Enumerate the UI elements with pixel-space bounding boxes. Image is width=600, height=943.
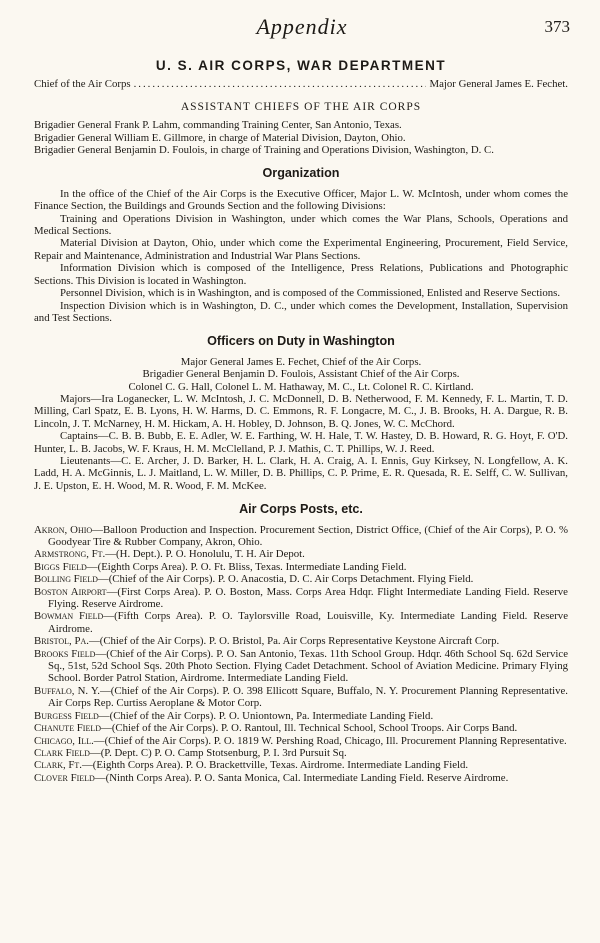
post-details: —(H. Dept.). P. O. Honolulu, T. H. Air Depot. — [105, 548, 305, 561]
organization-paragraph: Information Division which is composed of the Intelligence, Press Relations, Publications and Photographic Sections. This Division is located in Washington. — [34, 262, 568, 287]
assistant-entry: Brigadier General Frank P. Lahm, commanding Training Center, San Antonio, Texas. — [34, 119, 402, 132]
post-entry — [34, 610, 568, 635]
post-details: —(Chief of the Air Corps). P. O. 1819 W. Pershing Road, Chicago, Ill. Procurement Planning Representative. — [93, 734, 567, 747]
officers-heading: Officers on Duty in Washington — [207, 334, 395, 349]
assistants-list — [34, 119, 568, 156]
post-name: Burgess Field — [34, 709, 99, 722]
dot-leader — [134, 78, 427, 90]
post-name: Bolling Field — [34, 573, 98, 586]
post-name: Akron, Ohio — [34, 523, 93, 536]
post-name: Brooks Field — [34, 647, 96, 660]
post-entry — [34, 524, 568, 549]
post-name: Bowman Field — [34, 610, 104, 623]
captains-list: Captains—C. B. B. Bubb, E. E. Adler, W. E. Farthing, W. H. Hale, T. W. Hastey, D. B. Howard, R. G. Hoyt, F. O'D. Hunter, L. B. Jacobs, W. F. Kraus, H. M. McClelland, P. J. Mathis, C. T. Phillips, W. J. Reed. — [34, 430, 568, 455]
post-entry — [34, 722, 568, 734]
post-entry — [34, 772, 568, 784]
organization-paragraph: In the office of the Chief of the Air Corps is the Executive Officer, Major L. W. McIntosh, under whom comes the Finance Section, the Buildings and Grounds Section and the following Divisions: — [34, 187, 568, 213]
post-name: Clover Field — [34, 771, 95, 784]
running-title: Appendix — [256, 14, 348, 39]
posts-list — [34, 524, 568, 785]
chief-line — [34, 78, 568, 90]
post-details: —(Chief of the Air Corps). P. O. San Antonio, Texas. 11th School Group. Hdqr. 46th School Sq. 62d Service Sq., 51st, 52d School Sqs. 20th Photo Section. Flying Cadet Detachment. School of Aviation Medicine. Primary Flying School. Border Patrol Station, Airdrome. Intermediate Landing Field. — [48, 647, 568, 685]
assistant-entry: Brigadier General William E. Gillmore, in charge of Material Division, Dayton, Ohio. — [34, 131, 406, 144]
post-details: —(P. Dept. C) P. O. Camp Stotsenburg, P. I. 3rd Pursuit Sq. — [89, 746, 347, 759]
post-name: Clark Field — [34, 746, 90, 759]
officers-section — [34, 356, 568, 492]
officer-line: Major General James E. Fechet, Chief of the Air Corps. — [180, 355, 422, 368]
post-name: Chanute Field — [34, 722, 102, 735]
organization-paragraph: Material Division at Dayton, Ohio, under which come the Experimental Engineering, Procurement, Field Service, Repair and Maintenance, Administration and Industrial War Plans Sections. — [34, 237, 568, 262]
chief-name: Major General James E. Fechet. — [429, 78, 568, 91]
post-entry — [34, 648, 568, 685]
page-number: 373 — [544, 17, 570, 36]
post-name: Biggs Field — [34, 560, 87, 573]
post-name: Boston Airport — [34, 585, 107, 598]
page-body — [34, 60, 568, 784]
running-head — [34, 14, 570, 44]
organization-paragraph: Training and Operations Division in Washington, under which comes the War Plans, Schools, Operations and Medical Sections. — [34, 212, 568, 238]
post-entry — [34, 586, 568, 611]
post-details: —(Chief of the Air Corps). P. O. Bristol, Pa. Air Corps Representative Keystone Aircraft Corp. — [88, 635, 500, 648]
post-details: —(Chief of the Air Corps). P. O. Anacostia, D. C. Air Corps Detachment. Flying Field. — [97, 573, 474, 586]
post-entry — [34, 710, 568, 722]
organization-paragraph: Inspection Division which is in Washington, D. C., under which comes the Development, Installation, Supervision and Test Sections. — [34, 299, 568, 324]
post-entry — [34, 759, 568, 771]
post-details: —(Eighth Corps Area). P. O. Ft. Bliss, Texas. Intermediate Landing Field. — [86, 560, 407, 573]
organization-section — [34, 188, 568, 324]
post-details: —Balloon Production and Inspection. Procurement Section, District Office, (Chief of the Air Corps), P. O. % Goodyear Tire & Rubber Company, Akron, Ohio. — [48, 523, 568, 548]
post-details: —(Chief of the Air Corps). P. O. Uniontown, Pa. Intermediate Landing Field. — [98, 709, 434, 722]
post-entry — [34, 561, 568, 573]
post-name: Chicago, Ill. — [34, 734, 94, 747]
post-details: —(Ninth Corps Area). P. O. Santa Monica, Cal. Intermediate Landing Field. Reserve Airdrome. — [94, 771, 509, 784]
officer-line: Brigadier General Benjamin D. Foulois, Assistant Chief of the Air Corps. — [142, 368, 460, 381]
assistants-heading: ASSISTANT CHIEFS OF THE AIR CORPS — [180, 100, 422, 113]
post-details: —(Fifth Corps Area). P. O. Taylorsville Road, Louisville, Ky. Intermediate Landing Field. Reserve Airdrome. — [48, 610, 568, 635]
majors-list: Majors—Ira Loganecker, L. W. McIntosh, J. C. McDonnell, D. B. Netherwood, F. M. Kennedy, F. L. Martin, T. D. Milling, Carl Spatz, E. B. Lyons, H. W. Harms, D. C. Emmons, R. F. Longacre, M. C., J. B. Brooks, H. A. Dargue, R. B. Lincoln, J. T. McNarney, H. M. Hickam, A. H. Hobley, D. Johnson, B. Q. Jones, W. C. McChord. — [34, 392, 568, 430]
post-name: Clark, Ft. — [34, 759, 82, 772]
post-entry — [34, 573, 568, 585]
post-entry — [34, 548, 568, 560]
post-entry — [34, 735, 568, 747]
post-details: —(Chief of the Air Corps). P. O. Rantoul, Ill. Technical School, School Troops. Air Corps Band. — [101, 722, 518, 735]
post-details: —(Chief of the Air Corps). P. O. 398 Ellicott Square, Buffalo, N. Y. Procurement Planning Representative. Air Corps Rep. Curtiss Aeroplane & Motor Corp. — [48, 684, 568, 710]
post-details: —(Eighth Corps Area). P. O. Brackettville, Texas. Airdrome. Intermediate Landing Field. — [81, 759, 469, 772]
post-entry — [34, 635, 568, 647]
organization-heading: Organization — [262, 166, 340, 181]
post-details: —(First Corps Area). P. O. Boston, Mass. Corps Area Hdqr. Flight Intermediate Landing Field. Reserve Flying. Reserve Airdrome. — [48, 585, 568, 611]
post-name: Bristol, Pa. — [34, 635, 89, 648]
department-heading: U. S. AIR CORPS, WAR DEPARTMENT — [155, 58, 447, 73]
lieutenants-list: Lieutenants—C. E. Archer, J. D. Barker, H. L. Clark, H. A. Craig, A. I. Ennis, Guy Kirksey, N. Longfellow, A. K. Ladd, H. A. McGinnis, L. J. Maitland, L. W. Miller, D. B. Phillips, C. P. Prime, E. R. Quesada, R. E. Selff, C. W. Sullivan, J. E. Upston, E. H. Wood, M. R. Wood, F. M. McKee. — [34, 454, 568, 492]
post-entry — [34, 747, 568, 759]
chief-title: Chief of the Air Corps — [34, 78, 131, 91]
post-entry — [34, 685, 568, 710]
post-name: Buffalo, N. Y. — [34, 684, 100, 697]
officer-line: Colonel C. G. Hall, Colonel L. M. Hathaway, M. C., Lt. Colonel R. C. Kirtland. — [128, 380, 474, 393]
assistant-entry: Brigadier General Benjamin D. Foulois, in charge of Training and Operations Division, Washington, D. C. — [34, 144, 494, 157]
post-name: Armstrong, Ft. — [34, 548, 106, 561]
posts-heading: Air Corps Posts, etc. — [239, 502, 363, 517]
organization-paragraph: Personnel Division, which is in Washington, and is composed of the Commissioned, Enlisted and Reserve Sections. — [60, 287, 561, 300]
